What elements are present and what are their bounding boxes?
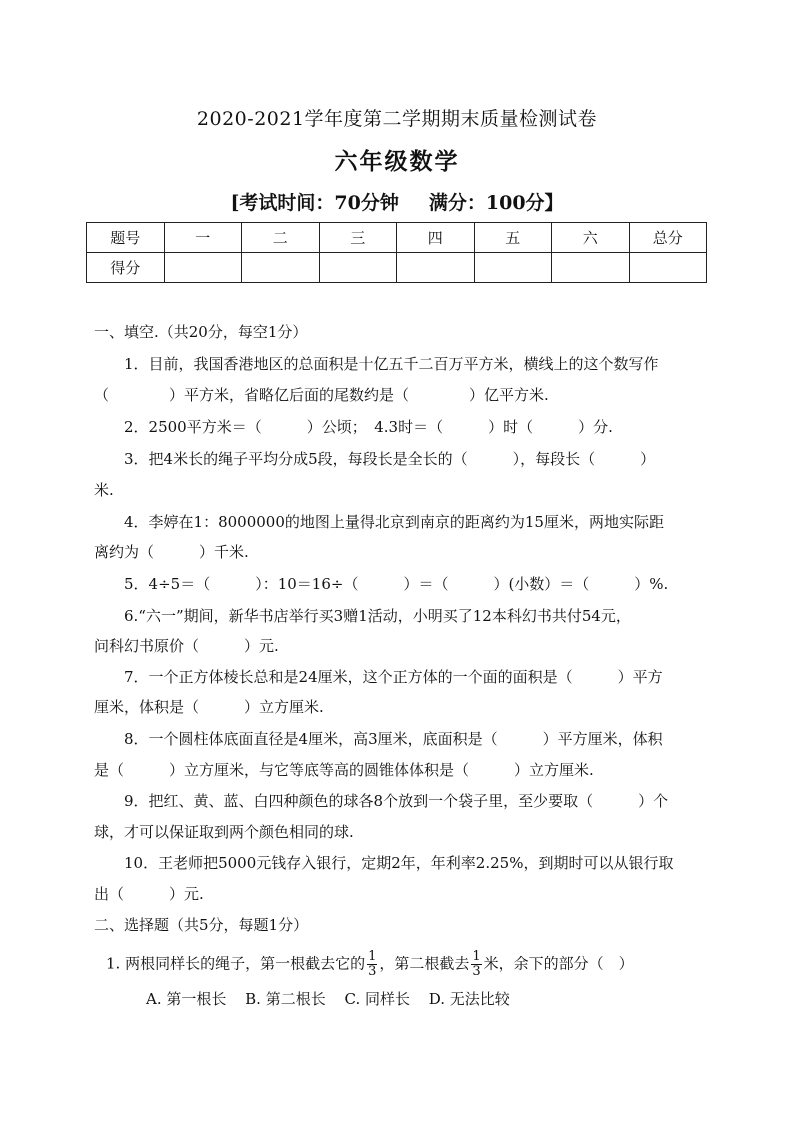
question-text: 米，余下的部分（ ）: [483, 954, 634, 973]
question-line: （ ）平方米，省略亿后面的尾数约是（ ）亿平方米.: [94, 386, 549, 404]
fraction: [367, 950, 377, 979]
fraction-denominator: 3: [472, 964, 481, 979]
fraction-denominator: 3: [368, 964, 377, 979]
option-b[interactable]: B. 第二根长: [245, 990, 326, 1008]
question-line: 2．2500平方米＝（ ）公顷； 4.3时＝（ ）时（ ）分.: [124, 418, 613, 436]
table-cell: 二: [242, 223, 320, 253]
score-cell[interactable]: [397, 253, 475, 283]
table-cell: 五: [474, 223, 552, 253]
score-cell[interactable]: [552, 253, 630, 283]
score-cell[interactable]: [242, 253, 320, 283]
table-cell: 题号: [87, 223, 165, 253]
choice-question-1: [106, 950, 634, 979]
table-cell: 得分: [87, 253, 165, 283]
question-text: 1. 两根同样长的绳子，第一根截去它的: [106, 954, 366, 973]
question-line: 8．一个圆柱体底面直径是4厘米，高3厘米，底面积是（ ）平方厘米，体积: [124, 730, 663, 748]
question-line: 是（ ）立方厘米，与它等底等高的圆锥体体积是（ ）立方厘米.: [94, 761, 594, 779]
fraction-numerator: 1: [472, 949, 481, 964]
full-score: 满分：100分】: [428, 192, 564, 214]
question-line: 5．4÷5＝（ ）：10＝16÷（ ）＝（ ）(小数）＝（ ）%.: [124, 575, 669, 593]
choice-options: [146, 988, 524, 1009]
option-c[interactable]: C. 同样长: [344, 990, 410, 1008]
score-table-header-row: [87, 223, 707, 253]
table-cell: 三: [319, 223, 397, 253]
question-line: 离约为（ ）千米.: [94, 543, 249, 561]
question-text: ，第二根截去: [379, 954, 470, 973]
question-line: 4．李婷在1：8000000的地图上量得北京到南京的距离约为15厘米，两地实际距: [124, 513, 664, 531]
score-cell[interactable]: [164, 253, 242, 283]
exam-title: 2020-2021学年度第二学期期末质量检测试卷: [196, 108, 598, 130]
question-line: 球，才可以保证取到两个颜色相同的球.: [94, 823, 354, 841]
question-line: 厘米，体积是（ ）立方厘米.: [94, 698, 324, 716]
exam-time: [考试时间：70分钟: [230, 192, 399, 214]
fraction-numerator: 1: [368, 949, 377, 964]
exam-info: [0, 188, 794, 215]
question-line: 10．王老师把5000元钱存入银行，定期2年，年利率2.25%，到期时可以从银行取: [124, 854, 674, 872]
subject-title: 六年级数学: [334, 148, 460, 175]
question-line: 1．目前，我国香港地区的总面积是十亿五千二百万平方米，横线上的这个数写作: [124, 355, 659, 373]
table-cell: 总分: [629, 223, 707, 253]
fraction: [471, 950, 481, 979]
question-line: 9．把红、黄、蓝、白四种颜色的球各8个放到一个袋子里，至少要取（ ）个: [124, 792, 669, 810]
question-line: 问科幻书原价（ ）元.: [94, 637, 279, 655]
score-table-score-row: [87, 253, 707, 283]
section2-heading: 二、选择题（共5分，每题1分）: [94, 916, 309, 934]
table-cell: 六: [552, 223, 630, 253]
question-line: 出（ ）元.: [94, 885, 204, 903]
option-d[interactable]: D. 无法比较: [428, 990, 510, 1008]
score-table: [86, 222, 707, 283]
score-cell[interactable]: [629, 253, 707, 283]
question-line: 7．一个正方体棱长总和是24厘米，这个正方体的一个面的面积是（ ）平方: [124, 668, 663, 686]
question-line: 3．把4米长的绳子平均分成5段，每段长是全长的（ ），每段长（ ）: [124, 450, 656, 468]
question-line: 6.“六一”期间，新华书店举行买3赠1活动，小明买了12本科幻书共付54元，: [124, 607, 631, 625]
section1-heading: 一、填空.（共20分，每空1分）: [94, 323, 308, 341]
question-line: 米.: [94, 481, 114, 499]
option-a[interactable]: A. 第一根长: [146, 990, 227, 1008]
score-cell[interactable]: [319, 253, 397, 283]
table-cell: 一: [164, 223, 242, 253]
score-cell[interactable]: [474, 253, 552, 283]
table-cell: 四: [397, 223, 475, 253]
